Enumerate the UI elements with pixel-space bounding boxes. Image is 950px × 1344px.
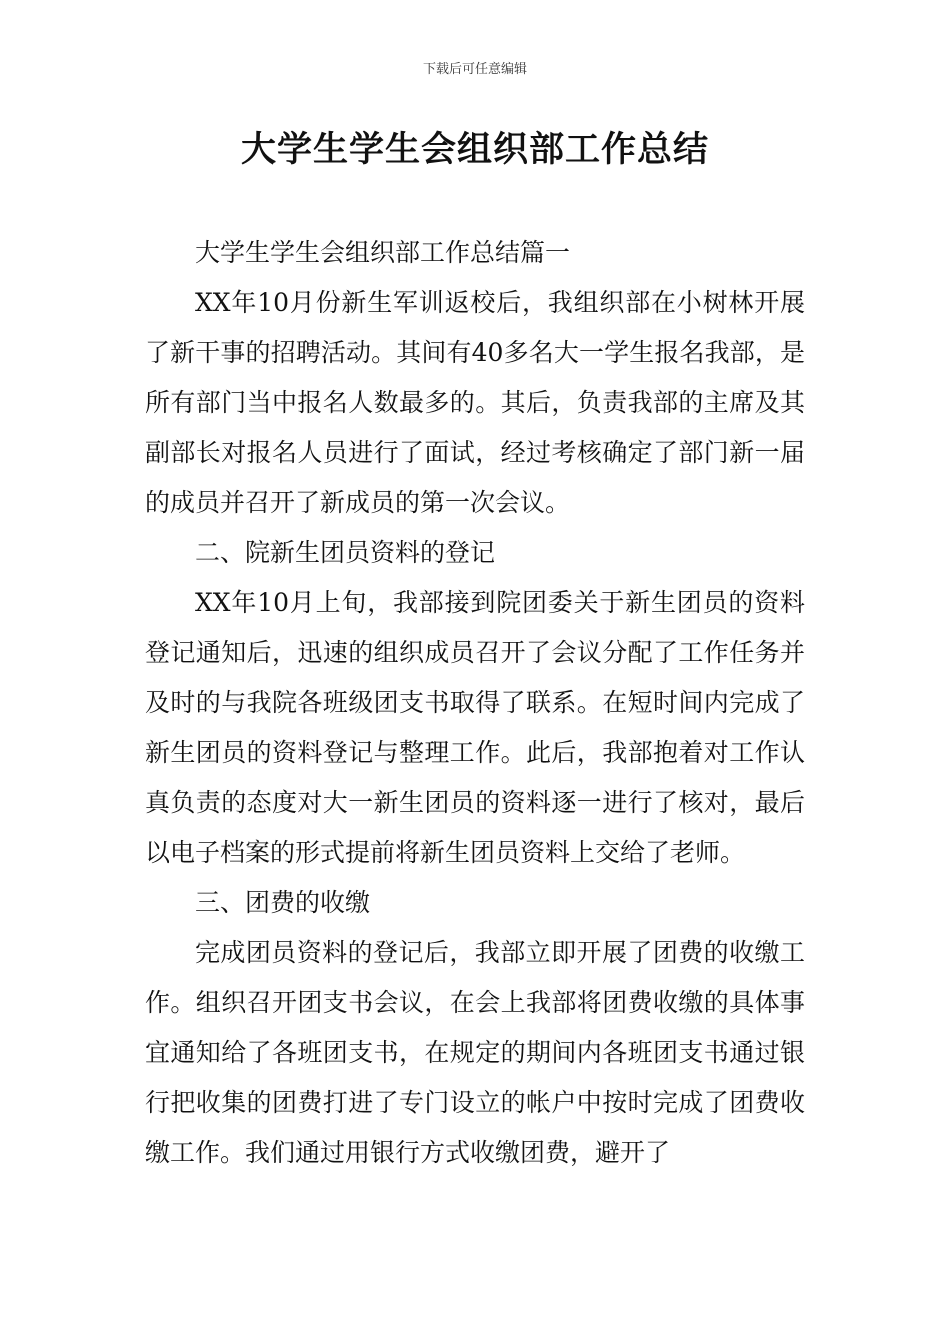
section-heading-registration: 二、院新生团员资料的登记 [195, 538, 496, 567]
paragraph-recruitment: XX年10月份新生军训返校后，我组织部在小树林开展了新干事的招聘活动。其间有40多名大一学生报名我部，是所有部门当中报名人数最多的。其后，负责我部的主席及其副部长对报名人员进行了面试，经过考核确定了部门新一届的成员并召开了新成员的第一次会议。 [145, 288, 805, 517]
document-title: 大学生学生会组织部工作总结 [240, 130, 709, 170]
paragraph-registration: XX年10月上旬，我部接到院团委关于新生团员的资料登记通知后，迅速的组织成员召开了会议分配了工作任务并及时的与我院各班级团支书取得了联系。在短时间内完成了新生团员的资料登记与整理工作。此后，我部抱着对工作认真负责的态度对大一新生团员的资料逐一进行了核对，最后以电子档案的形式提前将新生团员资料上交给了老师。 [145, 588, 805, 867]
section-heading-part-one: 大学生学生会组织部工作总结篇一 [195, 238, 571, 267]
paragraph-fees: 完成团员资料的登记后，我部立即开展了团费的收缴工作。组织召开团支书会议，在会上我部将团费收缴的具体事宜通知给了各班团支书，在规定的期间内各班团支书通过银行把收集的团费打进了专门设立的帐户中按时完成了团费收缴工作。我们通过用银行方式收缴团费，避开了 [145, 938, 805, 1167]
document-body [145, 228, 805, 1178]
section-heading-fees: 三、团费的收缴 [195, 888, 371, 917]
download-note: 下载后可任意编辑 [422, 62, 527, 77]
